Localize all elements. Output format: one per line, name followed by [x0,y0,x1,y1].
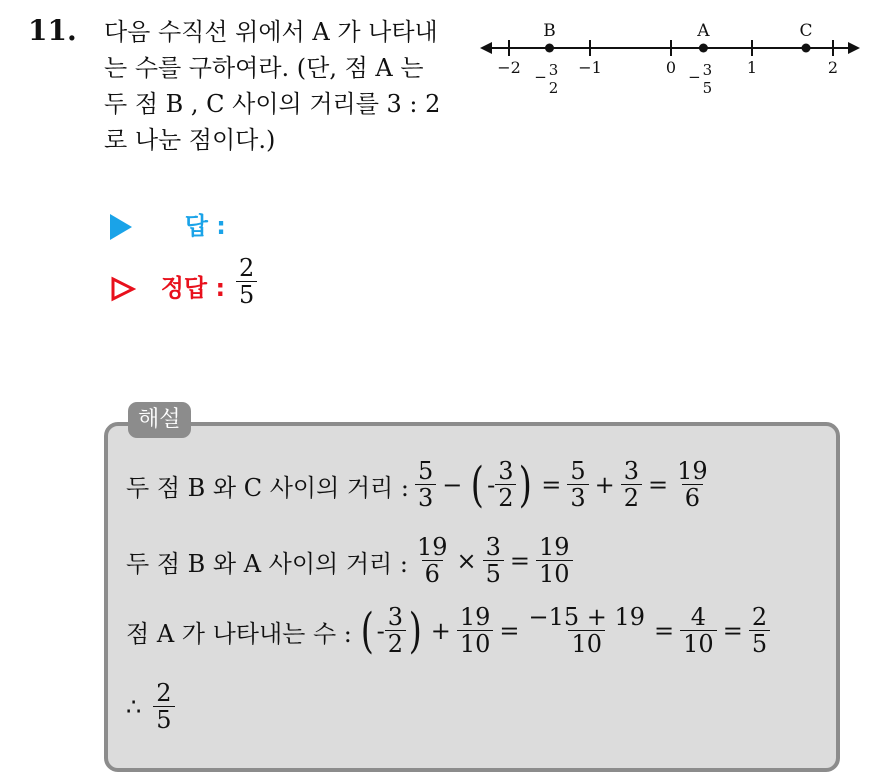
frac-denominator: 5 [153,706,174,735]
frac-numerator: 4 [690,603,707,631]
left-paren: ( [360,603,374,660]
negative-sign: - [487,471,496,500]
frac-denominator: 5 [483,560,504,589]
frac-numerator: 19 [459,603,491,631]
point-value-numerator: 3 [548,61,559,79]
plus-sign: + [594,471,615,500]
frac-denominator: 6 [682,484,703,513]
frac-numerator: −15 + 19 [528,603,646,631]
frac-denominator: 6 [422,560,443,589]
right-paren: ) [519,457,533,514]
correct-answer-row [110,268,225,303]
plus-sign: + [430,617,451,646]
frac-denominator: 10 [680,630,717,659]
right-paren: ) [408,603,422,660]
number-line-tick-label: 2 [827,58,839,77]
answer-label: 답 : [184,212,226,240]
frac-denominator: 3 [415,484,436,513]
point-value-sign: − [688,68,701,86]
solution-line-3 [126,604,770,659]
minus-sign: − [442,471,463,500]
solution-line-3-prefix: 점 A 가 나타내는 수 : [126,619,352,648]
frac-numerator: 19 [416,533,448,561]
frac-numerator: 2 [751,603,768,631]
frac-numerator: 5 [570,457,586,485]
equals-sign: = [648,471,669,500]
equals-sign: = [654,617,675,646]
number-line-tick-label: −1 [578,58,602,77]
correct-answer-value [236,255,257,310]
answer-row [110,206,226,241]
number-line [478,18,868,102]
point-value-denominator: 5 [702,79,713,97]
equals-sign: = [499,617,520,646]
number-line-point [545,44,554,53]
frac-numerator: 19 [677,457,708,485]
solution-line-1 [126,458,711,513]
question-line-2: 는 수를 구하여라. (단, 점 A 는 [104,54,424,82]
question-line-3: 두 점 B , C 사이의 거리를 3 : 2 [104,90,441,118]
question-line-4: 로 나눈 점이다.) [104,126,276,154]
frac-denominator: 5 [749,630,770,659]
question-text [104,14,464,158]
outline-triangle-icon [110,276,136,302]
point-value-numerator: 3 [702,61,713,79]
axis-arrow-right-icon [848,42,860,54]
answer-denominator: 5 [236,281,257,310]
answer-numerator: 2 [239,254,255,282]
solution-line-4 [126,680,175,735]
frac-numerator: 3 [485,533,501,561]
solution-line-2 [126,534,573,589]
frac-denominator: 2 [621,484,642,513]
number-line-point-label: C [799,21,813,41]
frac-numerator: 3 [498,457,514,485]
times-sign: × [456,547,477,576]
solution-tag: 해설 [128,402,191,438]
question-line-1: 다음 수직선 위에서 A 가 나타내 [104,18,438,46]
frac-numerator: 3 [623,457,639,485]
answer-fraction [236,255,257,310]
equals-sign: = [509,547,530,576]
number-line-point [802,44,811,53]
equals-sign: = [722,617,743,646]
solution-line-2-prefix: 두 점 B 와 A 사이의 거리 : [126,549,408,578]
number-line-tick-label: −2 [497,58,521,77]
number-line-point [699,44,708,53]
therefore-sign: ∴ [126,693,142,722]
number-line-point-label: B [543,21,556,41]
frac-denominator: 10 [568,630,605,659]
frac-denominator: 10 [457,630,494,659]
question-number: 11. [28,14,77,47]
play-triangle-icon [110,214,132,240]
frac-numerator: 19 [538,533,570,561]
frac-numerator: 3 [387,603,403,631]
point-value-sign: − [534,68,547,86]
frac-denominator: 10 [536,560,573,589]
negative-sign: - [376,617,385,646]
frac-denominator: 2 [385,630,406,659]
frac-denominator: 2 [495,484,516,513]
equals-sign: = [541,471,562,500]
number-line-tick-label: 1 [746,58,758,77]
number-line-point-label: A [697,21,710,41]
frac-denominator: 3 [567,484,588,513]
correct-answer-label: 정답 : [160,274,226,302]
frac-numerator: 5 [417,457,434,485]
number-line-tick-label: 0 [665,58,677,77]
left-paren: ( [471,457,485,514]
frac-numerator: 2 [156,679,172,707]
axis-arrow-left-icon [480,42,492,54]
point-value-denominator: 2 [548,79,559,97]
solution-line-1-prefix: 두 점 B 와 C 사이의 거리 : [126,473,409,502]
